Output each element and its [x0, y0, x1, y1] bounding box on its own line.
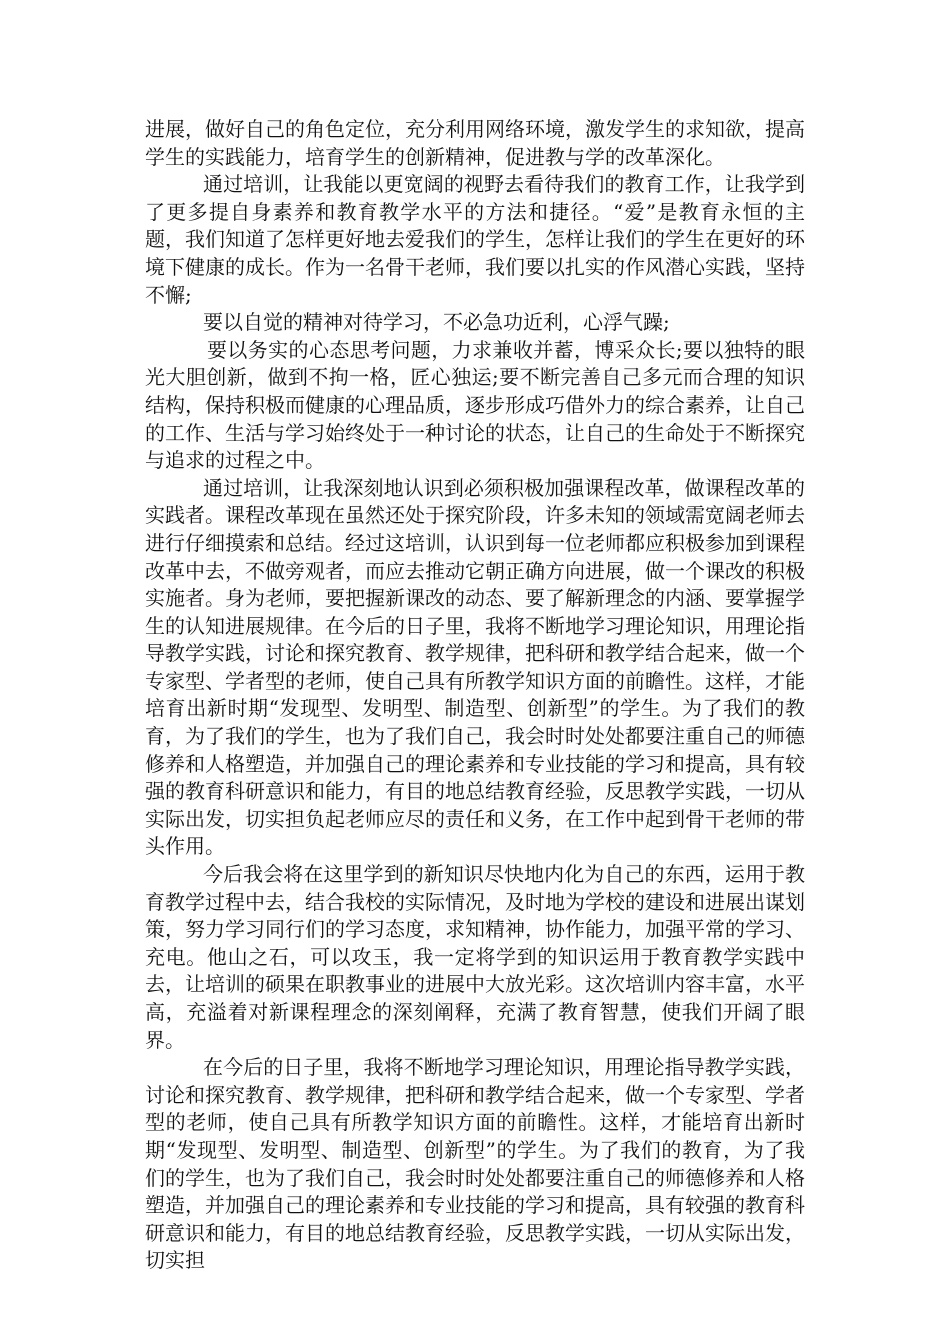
document-body	[145, 116, 805, 1275]
paragraph-self-discipline: 要以自觉的精神对待学习，不必急功近利，心浮气躁;	[203, 310, 670, 335]
paragraph-curriculum-reform: 通过培训，让我深刻地认识到必须积极加强课程改革，做课程改革的实践者。课程改革现在虽然还处于探究阶段，许多未知的领域需宽阔老师去进行仔细摸索和总结。经过这培训，认识到每一位老师都应积极参加到课程改革中去，不做旁观者，而应去推动它朝正确方向进展，做一个课改的积极实施者。身为老师，要把握新课改的动态、要了解新理念的内涵、要掌握学生的认知进展规律。在今后的日子里，我将不断地学习理论知识，用理论指导教学实践，讨论和探究教育、教学规律，把科研和教学结合起来，做一个专家型、学者型的老师，使自己具有所教学知识方面的前瞻性。这样，才能培育出新时期“发现型、发明型、制造型、创新型”的学生。为了我们的教育，为了我们的学生，也为了我们自己，我会时时处处都要注重自己的师德修养和人格塑造，并加强自己的理论素养和专业技能的学习和提高，具有较强的教育科研意识和能力，有目的地总结教育经验，反思教学实践，一切从实际出发，切实担负起老师应尽的责任和义务，在工作中起到骨干老师的带头作用。	[145, 475, 805, 859]
paragraph-practical-mindset: 要以务实的心态思考问题，力求兼收并蓄，博采众长;要以独特的眼光大胆创新，做到不拘一格，匠心独运;要不断完善自己多元而合理的知识结构，保持积极而健康的心理品质，逐步形成巧借外力的综合素养，让自己的工作、生活与学习始终处于一种讨论的状态，让自己的生命处于不断探究与追求的过程之中。	[145, 337, 805, 473]
paragraph-training-perspective: 通过培训，让我能以更宽阔的视野去看待我们的教育工作，让我学到了更多提自身素养和教育教学水平的方法和捷径。“爱”是教育永恒的主题，我们知道了怎样更好地去爱我们的学生，怎样让我们的学生在更好的环境下健康的成长。作为一名骨干老师，我们要以扎实的作风潜心实践，坚持不懈;	[145, 172, 805, 307]
paragraph-future-application: 今后我会将在这里学到的新知识尽快地内化为自己的东西，运用于教育教学过程中去，结合我校的实际情况，及时地为学校的建设和进展出谋划策，努力学习同行们的学习态度，求知精神，协作能力，加强平常的学习、充电。他山之石，可以攻玉，我一定将学到的知识运用于教育教学实践中去，让培训的硕果在职教事业的进展中大放光彩。这次培训内容丰富，水平高，充溢着对新课程理念的深刻阐释，充满了教育智慧，使我们开阔了眼界。	[145, 862, 805, 1052]
paragraph-continuation: 进展，做好自己的角色定位，充分利用网络环境，激发学生的求知欲，提高学生的实践能力，培育学生的创新精神，促进教与学的改革深化。	[145, 117, 805, 169]
paragraph-continued-learning: 在今后的日子里，我将不断地学习理论知识，用理论指导教学实践，讨论和探究教育、教学规律，把科研和教学结合起来，做一个专家型、学者型的老师，使自己具有所教学知识方面的前瞻性。这样，才能培育出新时期“发现型、发明型、制造型、创新型”的学生。为了我们的教育，为了我们的学生，也为了我们自己，我会时时处处都要注重自己的师德修养和人格塑造，并加强自己的理论素养和专业技能的学习和提高，具有较强的教育科研意识和能力，有目的地总结教育经验，反思教学实践，一切从实际出发，切实担	[145, 1055, 805, 1273]
